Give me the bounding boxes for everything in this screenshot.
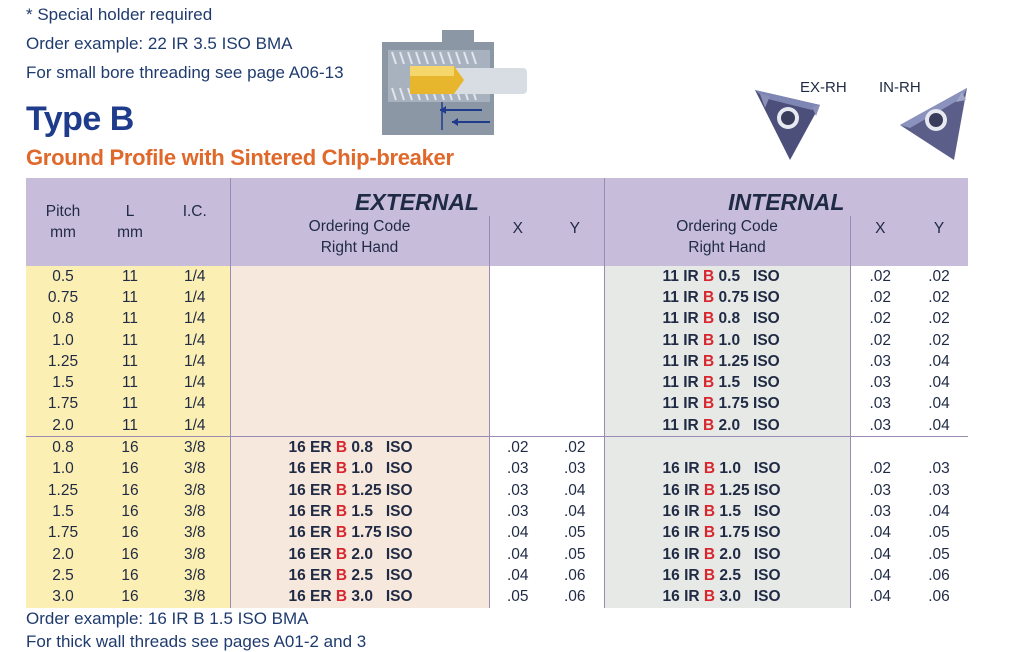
cell-ext-x: .03 — [489, 501, 546, 522]
cell-pitch: 3.0 — [26, 586, 100, 607]
table-row — [26, 287, 968, 308]
int-code-part: 16 IR — [662, 588, 704, 606]
ext-ordering-header: Ordering Code Right Hand — [230, 216, 489, 266]
cell-ext-y: .06 — [563, 588, 586, 606]
cell-ic: 3/8 — [160, 501, 230, 522]
cell-int-code — [604, 372, 850, 393]
cell-ext-x — [489, 309, 546, 330]
int-code-part: 16 IR — [662, 460, 704, 478]
cell-ext-code — [230, 501, 489, 522]
cell-ic: 1/4 — [160, 394, 230, 415]
cell-int-x: .03 — [850, 415, 910, 437]
col-header-ic: I.C. — [160, 178, 230, 266]
table-row — [26, 565, 968, 586]
page-subtitle: Ground Profile with Sintered Chip-breaker — [26, 145, 454, 170]
int-code-part: 0.75 ISO — [714, 288, 780, 306]
ex-rh-insert-icon — [750, 80, 830, 165]
ext-code-part: 2.0 ISO — [347, 545, 413, 563]
ext-code-part: 1.75 ISO — [347, 524, 413, 542]
cell-int-code — [604, 415, 850, 437]
int-code-part: B — [703, 395, 715, 413]
cell-ext-code — [230, 437, 489, 459]
ext-x-header: X — [489, 216, 546, 266]
cell-int-y: .04 — [928, 416, 950, 434]
int-code-part: 11 IR — [662, 331, 704, 349]
cell-int-code — [604, 330, 850, 351]
cell-l: 11 — [100, 394, 160, 415]
int-code-part: 1.75 ISO — [714, 395, 780, 413]
cell-ext-y: .03 — [563, 460, 586, 478]
cell-ext-code — [230, 586, 489, 607]
int-code-part: B — [703, 524, 716, 542]
cell-l: 16 — [100, 501, 160, 522]
int-code-part: B — [703, 545, 716, 563]
cell-pitch: 2.5 — [26, 565, 100, 586]
int-code-part: B — [703, 460, 716, 478]
cell-l: 11 — [100, 351, 160, 372]
cell-ic: 3/8 — [160, 480, 230, 501]
cell-int-x: .04 — [850, 586, 910, 607]
table-row — [26, 266, 968, 287]
cell-int-x: .04 — [850, 523, 910, 544]
int-code-part: 11 IR — [662, 288, 704, 306]
cell-ext-code — [230, 309, 489, 330]
cell-l: 11 — [100, 415, 160, 437]
external-group-header: EXTERNAL — [230, 178, 604, 216]
cell-int-code — [604, 523, 850, 544]
cell-ic: 1/4 — [160, 287, 230, 308]
cell-l: 16 — [100, 523, 160, 544]
int-code-part: B — [703, 588, 716, 606]
cell-ext-code — [230, 480, 489, 501]
table-row — [26, 330, 968, 351]
int-code-part: B — [703, 310, 715, 328]
int-code-part: 2.5 ISO — [715, 566, 781, 584]
ext-code-part: 16 ER — [288, 481, 336, 499]
int-code-part: 11 IR — [662, 352, 704, 370]
cell-int-code — [604, 586, 850, 607]
cell-pitch: 1.75 — [26, 523, 100, 544]
ext-code-part: B — [335, 588, 348, 606]
int-code-part: B — [703, 481, 716, 499]
cell-ext-code — [230, 266, 489, 287]
cell-ic: 1/4 — [160, 351, 230, 372]
int-x-header: X — [850, 216, 910, 266]
table-row — [26, 351, 968, 372]
cell-ext-y — [546, 266, 604, 287]
cell-ic: 1/4 — [160, 372, 230, 393]
int-code-part: 11 IR — [662, 416, 704, 434]
cell-int-x: .04 — [850, 565, 910, 586]
ext-code-part: B — [335, 545, 348, 563]
cell-int-y: .06 — [928, 566, 950, 584]
cell-l: 16 — [100, 459, 160, 480]
cell-l: 16 — [100, 586, 160, 607]
ext-code-part: 16 ER — [288, 524, 336, 542]
cell-ext-y: .06 — [563, 566, 586, 584]
cell-int-y: .03 — [928, 481, 950, 499]
small-bore-note: For small bore threading see page A06-13 — [26, 63, 344, 82]
cell-ext-y: .04 — [563, 502, 586, 520]
cell-int-code — [604, 287, 850, 308]
int-code-part: B — [703, 566, 716, 584]
cell-int-y: .02 — [928, 310, 950, 328]
cell-ext-y — [546, 394, 604, 415]
cell-ic: 3/8 — [160, 459, 230, 480]
int-code-part: 0.5 ISO — [714, 267, 780, 285]
ext-code-part: B — [335, 439, 348, 457]
cell-l: 11 — [100, 266, 160, 287]
table-row — [26, 415, 968, 437]
cell-ext-code — [230, 415, 489, 437]
cell-int-y: .04 — [928, 352, 950, 370]
ext-code-part: B — [335, 524, 348, 542]
cell-pitch: 2.0 — [26, 415, 100, 437]
cell-ext-y — [546, 351, 604, 372]
cell-pitch: 1.75 — [26, 394, 100, 415]
int-code-part: 0.8 ISO — [714, 310, 780, 328]
cell-l: 11 — [100, 330, 160, 351]
insert-spec-table — [26, 178, 968, 608]
cell-ic: 1/4 — [160, 309, 230, 330]
int-code-part: 16 IR — [662, 502, 704, 520]
ext-code-part: 16 ER — [288, 439, 336, 457]
cell-ext-code — [230, 394, 489, 415]
cell-ext-code — [230, 287, 489, 308]
ext-code-part: 3.0 ISO — [347, 588, 413, 606]
cell-ext-code — [230, 459, 489, 480]
cell-ext-x — [489, 266, 546, 287]
cell-int-code — [604, 351, 850, 372]
cell-ext-x — [489, 415, 546, 437]
table-row — [26, 459, 968, 480]
ext-code-part: B — [335, 566, 348, 584]
cell-int-y: .02 — [928, 267, 950, 285]
cell-int-y: .04 — [928, 395, 950, 413]
int-code-part: 11 IR — [662, 310, 704, 328]
table-row — [26, 586, 968, 607]
cell-pitch: 1.0 — [26, 330, 100, 351]
ext-code-part: B — [335, 460, 348, 478]
cell-int-code — [604, 437, 850, 459]
int-code-part: B — [703, 374, 715, 392]
in-rh-label: IN-RH — [879, 79, 921, 96]
cell-ic: 3/8 — [160, 523, 230, 544]
cell-ic: 3/8 — [160, 565, 230, 586]
cell-pitch: 1.25 — [26, 351, 100, 372]
ext-code-part: 16 ER — [288, 502, 336, 520]
cell-ext-code — [230, 544, 489, 565]
cell-int-x — [850, 437, 910, 459]
int-code-part: 1.5 ISO — [715, 502, 781, 520]
int-code-part: 2.0 ISO — [714, 416, 780, 434]
cell-int-code — [604, 544, 850, 565]
ext-code-part: 16 ER — [288, 566, 336, 584]
ext-code-part: 1.0 ISO — [347, 460, 413, 478]
order-example-top: Order example: 22 IR 3.5 ISO BMA — [26, 34, 293, 53]
cell-ext-x: .03 — [489, 459, 546, 480]
cell-int-y: .06 — [928, 588, 950, 606]
cell-int-code — [604, 459, 850, 480]
cell-int-code — [604, 266, 850, 287]
cell-l: 16 — [100, 544, 160, 565]
int-code-part: 1.0 ISO — [714, 331, 780, 349]
thick-wall-note: For thick wall threads see pages A01-2 and 3 — [26, 632, 367, 651]
ext-code-part: B — [335, 481, 348, 499]
cell-pitch: 1.5 — [26, 372, 100, 393]
cell-int-y: .04 — [928, 374, 950, 392]
cell-int-x: .02 — [850, 309, 910, 330]
ext-code-part: B — [335, 502, 348, 520]
cell-int-y: .04 — [928, 502, 950, 520]
int-code-part: 11 IR — [662, 374, 704, 392]
int-code-part: 16 IR — [662, 566, 704, 584]
in-rh-insert-icon — [892, 80, 972, 165]
cell-int-code — [604, 480, 850, 501]
spec-table-body — [26, 266, 968, 608]
table-row — [26, 501, 968, 522]
int-code-part: 16 IR — [662, 545, 704, 563]
cell-pitch: 1.25 — [26, 480, 100, 501]
cell-ext-x — [489, 287, 546, 308]
cell-l: 16 — [100, 437, 160, 459]
table-row — [26, 309, 968, 330]
cell-pitch: 0.8 — [26, 309, 100, 330]
cell-pitch: 0.5 — [26, 266, 100, 287]
cell-ic: 1/4 — [160, 330, 230, 351]
ext-code-part: 16 ER — [288, 588, 336, 606]
cell-int-x: .02 — [850, 330, 910, 351]
cell-ic: 1/4 — [160, 415, 230, 437]
cell-ext-x: .03 — [489, 480, 546, 501]
cell-int-x: .03 — [850, 501, 910, 522]
cell-int-code — [604, 501, 850, 522]
int-code-part: B — [703, 331, 715, 349]
cell-int-code — [604, 309, 850, 330]
cell-int-y: .02 — [928, 288, 950, 306]
cell-ext-x — [489, 372, 546, 393]
cell-ic: 3/8 — [160, 544, 230, 565]
cell-int-y: .03 — [928, 460, 950, 478]
cell-ext-y — [546, 287, 604, 308]
cell-int-x: .03 — [850, 351, 910, 372]
cell-l: 11 — [100, 287, 160, 308]
ext-y-header: Y — [546, 216, 604, 266]
int-ordering-header: Ordering Code Right Hand — [604, 216, 850, 266]
int-code-part: 16 IR — [662, 524, 704, 542]
int-code-part: B — [703, 352, 715, 370]
cell-int-x: .03 — [850, 394, 910, 415]
int-code-part: 1.5 ISO — [714, 374, 780, 392]
cell-ext-code — [230, 372, 489, 393]
ext-code-part: 0.8 ISO — [347, 439, 413, 457]
ext-code-part: 2.5 ISO — [347, 566, 413, 584]
int-code-part: 11 IR — [662, 395, 704, 413]
page-title: Type B — [26, 100, 134, 138]
order-example-bottom: Order example: 16 IR B 1.5 ISO BMA — [26, 609, 309, 628]
cell-ext-y — [546, 309, 604, 330]
cell-l: 16 — [100, 565, 160, 586]
holder-illustration — [382, 30, 527, 135]
cell-ext-x: .04 — [489, 565, 546, 586]
cell-ext-code — [230, 330, 489, 351]
int-y-header: Y — [910, 216, 968, 266]
int-code-part: 1.75 ISO — [715, 524, 781, 542]
cell-ext-x: .02 — [489, 437, 546, 459]
cell-ext-code — [230, 565, 489, 586]
int-code-part: B — [703, 416, 715, 434]
col-header-pitch: Pitch mm — [26, 178, 100, 266]
int-code-part: 3.0 ISO — [715, 588, 781, 606]
cell-ext-y — [546, 372, 604, 393]
cell-pitch: 0.8 — [26, 437, 100, 459]
cell-int-x: .04 — [850, 544, 910, 565]
cell-int-y — [910, 437, 968, 459]
header-notes — [26, 0, 344, 87]
ext-code-part: 16 ER — [288, 545, 336, 563]
table-row — [26, 437, 968, 459]
cell-int-y: .05 — [928, 524, 950, 542]
cell-int-x: .03 — [850, 372, 910, 393]
special-holder-note: * Special holder required — [26, 5, 213, 24]
cell-int-y: .05 — [928, 545, 950, 563]
ext-code-part: 1.5 ISO — [347, 502, 413, 520]
int-code-part: 16 IR — [662, 481, 704, 499]
int-code-part: 2.0 ISO — [715, 545, 781, 563]
cell-ext-y — [546, 330, 604, 351]
cell-ext-x: .04 — [489, 544, 546, 565]
cell-int-x: .02 — [850, 287, 910, 308]
cell-int-code — [604, 394, 850, 415]
cell-pitch: 0.75 — [26, 287, 100, 308]
cell-ic: 1/4 — [160, 266, 230, 287]
cell-ext-x: .05 — [489, 586, 546, 607]
cell-ext-code — [230, 523, 489, 544]
col-header-l: L mm — [100, 178, 160, 266]
cell-ext-y: .02 — [546, 437, 604, 459]
cell-ext-y — [546, 415, 604, 437]
table-row — [26, 394, 968, 415]
cell-pitch: 1.5 — [26, 501, 100, 522]
ex-rh-label: EX-RH — [800, 79, 847, 96]
cell-int-x: .03 — [850, 480, 910, 501]
int-code-part: 1.25 ISO — [714, 352, 780, 370]
table-row — [26, 372, 968, 393]
cell-ext-code — [230, 351, 489, 372]
cell-ext-x — [489, 351, 546, 372]
int-code-part: 1.0 ISO — [715, 460, 781, 478]
int-code-part: B — [703, 288, 715, 306]
cell-int-x: .02 — [850, 266, 910, 287]
ext-code-part: 16 ER — [288, 460, 336, 478]
ext-code-part: 1.25 ISO — [347, 481, 413, 499]
cell-ext-y: .04 — [563, 481, 586, 499]
table-row — [26, 480, 968, 501]
cell-int-x: .02 — [850, 459, 910, 480]
cell-pitch: 2.0 — [26, 544, 100, 565]
cell-ext-x — [489, 394, 546, 415]
internal-group-header: INTERNAL — [604, 178, 968, 216]
cell-l: 16 — [100, 480, 160, 501]
cell-int-code — [604, 565, 850, 586]
cell-ext-x: .04 — [489, 523, 546, 544]
cell-ext-x — [489, 330, 546, 351]
table-row — [26, 523, 968, 544]
cell-pitch: 1.0 — [26, 459, 100, 480]
int-code-part: B — [703, 502, 716, 520]
cell-ic: 3/8 — [160, 586, 230, 607]
cell-int-y: .02 — [928, 331, 950, 349]
cell-l: 11 — [100, 309, 160, 330]
int-code-part: 11 IR — [662, 267, 704, 285]
cell-ext-y: .05 — [563, 524, 586, 542]
table-row — [26, 544, 968, 565]
int-code-part: 1.25 ISO — [715, 481, 781, 499]
cell-ic: 3/8 — [160, 437, 230, 459]
int-code-part: B — [703, 267, 715, 285]
cell-l: 11 — [100, 372, 160, 393]
cell-ext-y: .05 — [563, 545, 586, 563]
